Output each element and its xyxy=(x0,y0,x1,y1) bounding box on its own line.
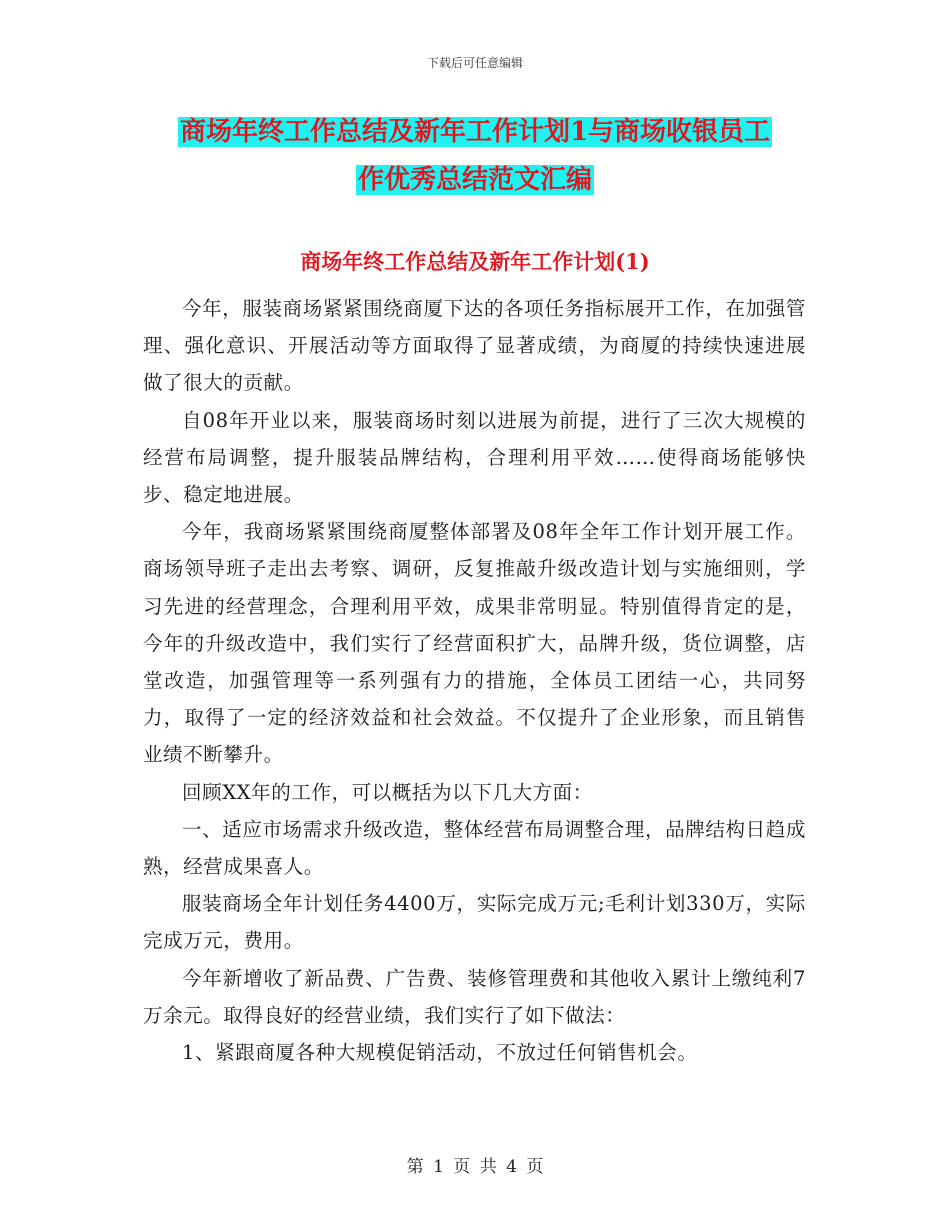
paragraph: 今年，服装商场紧紧围绕商厦下达的各项任务指标展开工作，在加强管理、强化意识、开展活动等方面取得了显著成绩，为商厦的持续快速进展做了很大的贡献。 xyxy=(143,297,806,395)
paragraph: 1、紧跟商厦各种大规模促销活动，不放过任何销售机会。 xyxy=(182,1041,698,1065)
document-title-line-2: 作优秀总结范文汇编 xyxy=(357,165,592,195)
document-body xyxy=(143,290,806,1071)
paragraph: 回顾XX年的工作，可以概括为以下几大方面： xyxy=(182,780,593,804)
document-title-line-1: 商场年终工作总结及新年工作计划1与商场收银员工 xyxy=(179,117,771,147)
paragraph: 今年，我商场紧紧围绕商厦整体部署及08年全年工作计划开展工作。商场领导班子走出去考察、调研，反复推敲升级改造计划与实施细则，学习先进的经营理念，合理利用平效，成果非常明显。特别值得肯定的是，今年的升级改造中，我们实行了经营面积扩大，品牌升级，货位调整，店堂改造，加强管理等一系列强有力的措施，全体员工团结一心，共同努力，取得了一定的经济效益和社会效益。不仅提升了企业形象，而且销售业绩不断攀升。 xyxy=(143,520,806,767)
page-footer-number: 第 1 页 共 4 页 xyxy=(406,1157,544,1177)
paragraph: 一、适应市场需求升级改造，整体经营布局调整合理，品牌结构日趋成熟，经营成果喜人。 xyxy=(143,817,806,879)
paragraph: 自08年开业以来，服装商场时刻以进展为前提，进行了三次大规模的经营布局调整，提升服装品牌结构，合理利用平效……使得商场能够快步、稳定地进展。 xyxy=(143,408,806,507)
page-header-note: 下载后可任意编辑 xyxy=(426,56,523,70)
paragraph: 服装商场全年计划任务4400万，实际完成万元;毛利计划330万，实际完成万元，费用。 xyxy=(143,892,806,953)
document-title xyxy=(0,108,950,204)
paragraph: 今年新增收了新品费、广告费、装修管理费和其他收入累计上缴纯利7万余元。取得良好的经营业绩，我们实行了如下做法： xyxy=(143,966,806,1027)
section-title: 商场年终工作总结及新年工作计划(1) xyxy=(300,249,650,274)
